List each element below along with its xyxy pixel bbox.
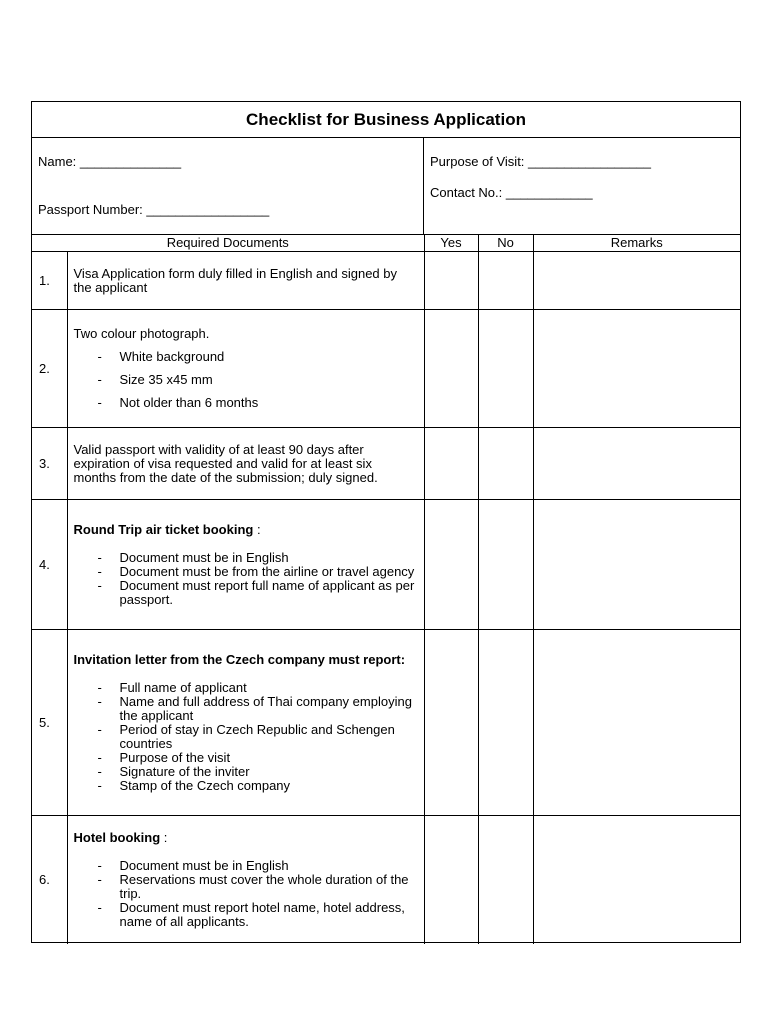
list-item: - Signature of the inviter [74,765,418,779]
row-description [67,500,424,630]
row-description [67,630,424,816]
row-heading [74,523,418,537]
no-checkbox-cell[interactable] [478,816,533,944]
no-checkbox-cell[interactable] [478,630,533,816]
requirement-list [74,551,418,607]
no-checkbox-cell[interactable] [478,252,533,310]
row-description [67,252,424,310]
row-heading [74,831,418,845]
row-description [67,816,424,944]
no-checkbox-cell[interactable] [478,500,533,630]
table-row [32,500,740,630]
row-text: Valid passport with validity of at least 90 days after expiration of visa requested and valid for at least six months from the date of the submission; duly signed. [73,441,378,485]
row-number: 3. [32,428,67,500]
header-no: No [478,234,533,252]
row-number: 5. [32,630,67,816]
row-heading-text: Round Trip air ticket booking [73,521,254,537]
row-heading-text: Hotel booking [73,829,161,845]
applicant-info-section [32,138,740,235]
yes-checkbox-cell[interactable] [424,630,478,816]
row-description [67,428,424,500]
list-item: - Name and full address of Thai company employing the applicant [74,695,418,723]
remarks-cell[interactable] [533,428,740,500]
yes-checkbox-cell[interactable] [424,816,478,944]
row-intro: Two colour photograph. [73,326,210,341]
table-row [32,310,740,428]
list-item: - Full name of applicant [74,681,418,695]
table-row [32,428,740,500]
remarks-cell[interactable] [533,816,740,944]
table-row [32,816,740,944]
row-number: 2. [32,310,67,428]
contact-number-field[interactable]: Contact No.: ____________ [430,185,593,200]
passport-number-field[interactable]: Passport Number: _________________ [38,202,270,217]
info-divider [423,138,424,234]
remarks-cell[interactable] [533,630,740,816]
yes-checkbox-cell[interactable] [424,428,478,500]
list-item: - Reservations must cover the whole duration of the trip. [74,873,418,901]
requirement-list [74,859,418,929]
header-yes: Yes [424,234,478,252]
table-row [32,252,740,310]
remarks-cell[interactable] [533,500,740,630]
list-item: - Period of stay in Czech Republic and Schengen countries [74,723,418,751]
row-number: 1. [32,252,67,310]
list-item: - Document must report full name of applicant as per passport. [74,579,418,607]
yes-checkbox-cell[interactable] [424,500,478,630]
header-remarks: Remarks [533,234,740,252]
checklist-form [31,101,741,943]
list-item: - Document must report hotel name, hotel address, name of all applicants. [74,901,418,929]
documents-table [32,234,740,944]
form-title: Checklist for Business Application [32,102,740,138]
table-row [32,630,740,816]
remarks-cell[interactable] [533,310,740,428]
row-heading-suffix: : [253,521,261,537]
requirement-list [74,350,418,410]
list-item: - Purpose of the visit [74,751,418,765]
purpose-of-visit-field[interactable]: Purpose of Visit: _________________ [430,154,651,169]
table-header-row [32,234,740,252]
row-number: 4. [32,500,67,630]
row-description [67,310,424,428]
no-checkbox-cell[interactable] [478,428,533,500]
row-number: 6. [32,816,67,944]
list-item: - Document must be in English [74,551,418,565]
list-item: - White background [74,350,418,364]
requirement-list [74,681,418,793]
row-text: Visa Application form duly filled in English and signed by the applicant [73,265,398,295]
yes-checkbox-cell[interactable] [424,252,478,310]
list-item: - Document must be in English [74,859,418,873]
no-checkbox-cell[interactable] [478,310,533,428]
list-item: - Size 35 x45 mm [74,373,418,387]
list-item: - Stamp of the Czech company [74,779,418,793]
row-heading: Invitation letter from the Czech company must report: [73,651,406,667]
list-item: - Document must be from the airline or travel agency [74,565,418,579]
header-required-documents: Required Documents [32,234,424,252]
row-heading-suffix: : [160,829,168,845]
name-field[interactable]: Name: ______________ [38,154,182,169]
list-item: - Not older than 6 months [74,396,418,410]
remarks-cell[interactable] [533,252,740,310]
yes-checkbox-cell[interactable] [424,310,478,428]
